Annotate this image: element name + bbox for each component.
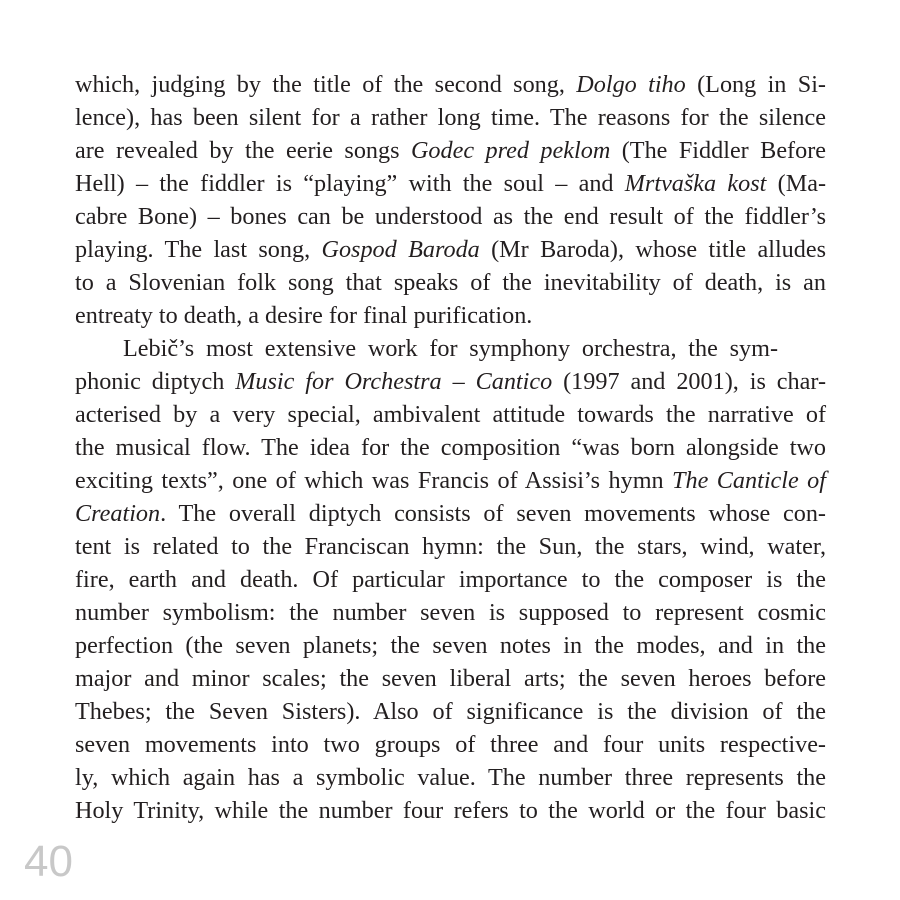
text-run: playing. The last song, xyxy=(75,236,322,263)
text-run: perfection (the seven planets; the seven notes in the modes, and in the xyxy=(75,632,827,659)
text-run: the musical flow. The idea for the composition “was born alongside two xyxy=(75,434,826,461)
page-number: 40 xyxy=(24,837,73,886)
text-run: acterised by a very special, ambivalent attitude towards the narrative of xyxy=(75,401,827,428)
text-run: exciting texts”, one of which was Francis of Assisi’s hymn xyxy=(75,467,673,494)
text-run: major and minor scales; the seven liberal arts; the seven heroes before xyxy=(75,665,826,692)
text-run: phonic diptych xyxy=(75,368,236,395)
text-line xyxy=(75,728,826,761)
text-run: lence), has been silent for a rather long time. The reasons for the silence xyxy=(75,104,826,131)
text-line xyxy=(75,299,826,332)
text-run: (Long in Si- xyxy=(685,71,826,98)
text-run: Hell) – the fiddler is “playing” with the soul – and xyxy=(75,170,625,197)
text-line xyxy=(75,398,826,431)
italic-title: Gospod Baroda xyxy=(321,236,480,263)
text-run: Holy Trinity, while the number four refers to the world or the four basic xyxy=(75,797,826,824)
italic-title: Godec pred peklom xyxy=(410,137,611,164)
text-run: Thebes; the Seven Sisters). Also of significance is the division of the xyxy=(75,698,826,725)
body-text xyxy=(75,68,826,827)
text-line xyxy=(75,233,826,266)
text-line xyxy=(75,365,826,398)
text-line xyxy=(75,662,826,695)
text-run: seven movements into two groups of three and four units respective- xyxy=(75,731,826,758)
text-line xyxy=(75,464,826,497)
text-line xyxy=(75,266,826,299)
paragraph xyxy=(75,332,826,827)
text-run: number symbolism: the number seven is supposed to represent cosmic xyxy=(75,599,826,626)
paragraph xyxy=(75,68,826,332)
text-line xyxy=(75,332,826,365)
italic-title: Mrtvaška kost xyxy=(624,170,767,197)
text-run: tent is related to the Franciscan hymn: the Sun, the stars, wind, water, xyxy=(75,533,827,560)
text-run: which, judging by the title of the second song, xyxy=(75,71,577,98)
text-line xyxy=(75,167,826,200)
text-run: to a Slovenian folk song that speaks of the inevitability of death, is an xyxy=(75,269,826,296)
text-line xyxy=(75,101,826,134)
text-line xyxy=(75,200,826,233)
text-line xyxy=(75,794,826,827)
text-line xyxy=(75,68,826,101)
text-run: are revealed by the eerie songs xyxy=(75,137,411,164)
text-run: Lebič’s most extensive work for symphony orchestra, the sym- xyxy=(123,335,778,362)
text-run: (Mr Baroda), whose title alludes xyxy=(479,236,826,263)
text-line xyxy=(75,596,826,629)
text-run: (The Fiddler Before xyxy=(610,137,826,164)
text-run: (Ma- xyxy=(766,170,826,197)
text-run: entreaty to death, a desire for final purification. xyxy=(75,302,533,329)
text-line xyxy=(75,530,826,563)
text-line xyxy=(75,563,826,596)
italic-title: Dolgo tiho xyxy=(576,71,686,98)
text-run: fire, earth and death. Of particular importance to the composer is the xyxy=(75,566,826,593)
italic-title: The Canticle of xyxy=(672,467,826,494)
text-line xyxy=(75,761,826,794)
italic-title: Creation xyxy=(75,500,161,527)
text-line xyxy=(75,134,826,167)
italic-title: Music for Orchestra – Cantico xyxy=(235,368,553,395)
text-line xyxy=(75,431,826,464)
text-run: . The overall diptych consists of seven movements whose con- xyxy=(160,500,826,527)
text-line xyxy=(75,497,826,530)
text-line xyxy=(75,695,826,728)
text-run: ly, which again has a symbolic value. The number three represents the xyxy=(75,764,826,791)
text-run: (1997 and 2001), is char- xyxy=(552,368,826,395)
text-run: cabre Bone) – bones can be understood as the end result of the fiddler’s xyxy=(75,203,826,230)
text-line xyxy=(75,629,826,662)
